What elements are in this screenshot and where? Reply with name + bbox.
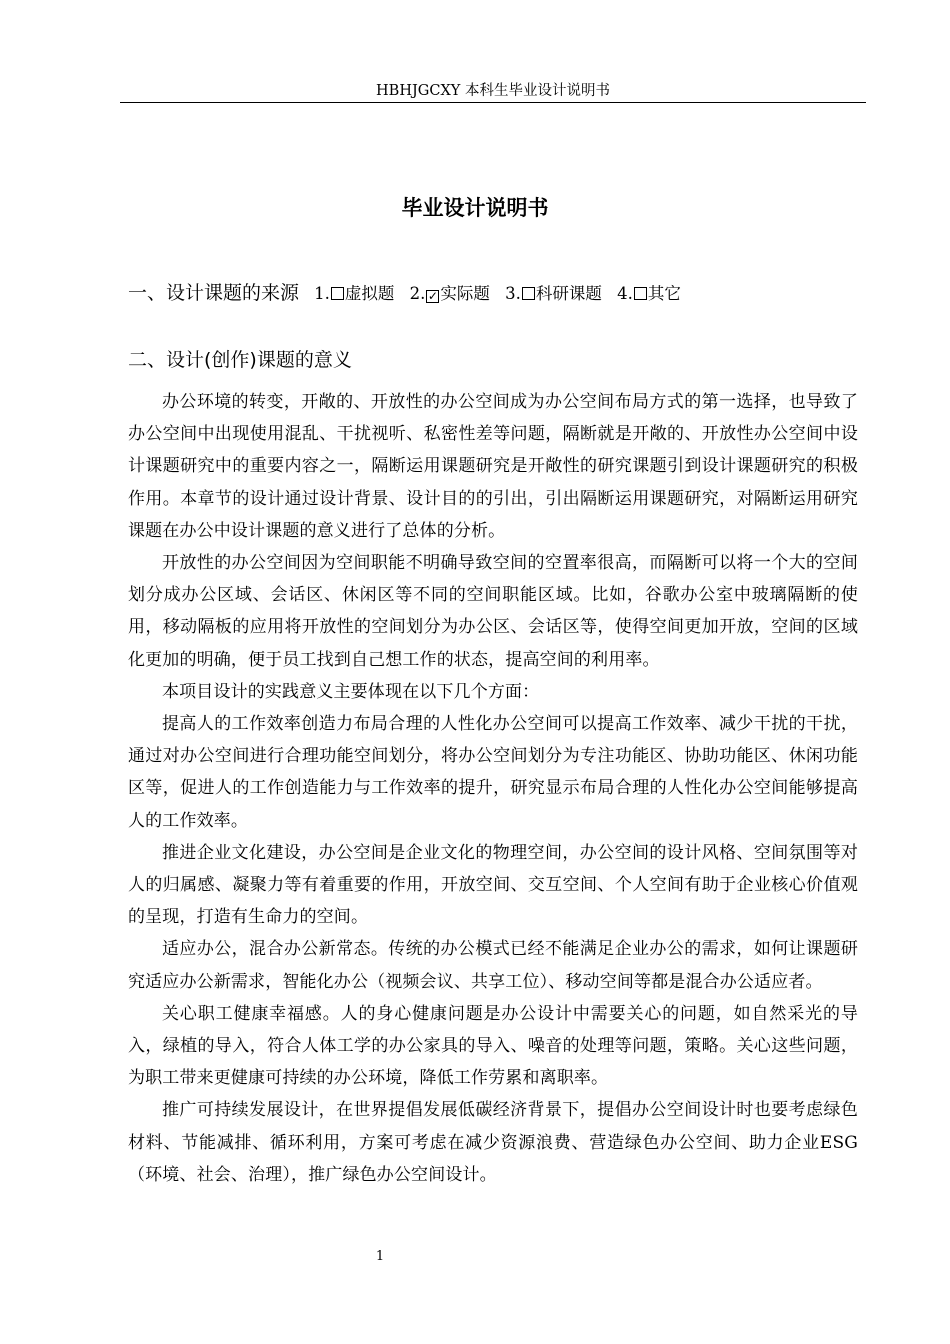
option-label: 虚拟题: [344, 284, 395, 303]
source-heading: 一、设计课题的来源: [128, 282, 300, 304]
document-title: 毕业设计说明书: [401, 196, 549, 220]
option-label: 科研课题: [535, 284, 602, 303]
paragraph: 提高人的工作效率创造力布局合理的人性化办公空间可以提高工作效率、减少干扰的干扰，通过对办公空间进行合理功能空间划分，将办公空间划分为专注功能区、协助功能区、休闲功能区等，促进人的工作创造能力与工作效率的提升，研究显示布局合理的人性化办公空间能够提高人的工作效率。: [128, 714, 858, 831]
option-number: 4.: [617, 284, 633, 303]
header-text: HBHJGCXY 本科生毕业设计说明书: [376, 83, 610, 99]
body-text: [128, 386, 858, 1191]
option-label: 实际题: [440, 284, 490, 303]
paragraph: 开放性的办公空间因为空间职能不明确导致空间的空置率很高，而隔断可以将一个大的空间划分成办公区域、会话区、休闲区等不同的空间职能区域。比如，谷歌办公室中玻璃隔断的使用，移动隔板的应用将开放性的空间划分为办公区、会话区等，使得空间更加开放，空间的区域化更加的明确，便于员工找到自己想工作的状态，提高空间的利用率。: [128, 553, 858, 670]
paragraph: 推广可持续发展设计，在世界提倡发展低碳经济背景下，提倡办公空间设计时也要考虑绿色材料、节能减排、循环利用，方案可考虑在减少资源浪费、营造绿色办公空间、助力企业ESG（环境、社会、治理），推广绿色办公空间设计。: [128, 1100, 858, 1185]
paragraph: 关心职工健康幸福感。人的身心健康问题是办公设计中需要关心的问题，如自然采光的导入，绿植的导入，符合人体工学的办公家具的导入、噪音的处理等问题，策略。关心这些问题，为职工带来更健康可持续的办公环境，降低工作劳累和离职率。: [128, 1003, 858, 1089]
option-number: 2.: [409, 284, 426, 303]
paragraph: 本项目设计的实践意义主要体现在以下几个方面：: [162, 681, 540, 702]
option-number: 3.: [505, 284, 521, 303]
header-rule: [120, 102, 866, 103]
checkbox-icon[interactable]: [331, 287, 344, 300]
option-number: 1.: [314, 284, 330, 303]
source-options: [314, 284, 691, 303]
section-heading-significance: 二、设计(创作)课题的意义: [128, 349, 352, 371]
paragraph: 适应办公，混合办公新常态。传统的办公模式已经不能满足企业办公的需求，如何让课题研究适应办公新需求，智能化办公（视频会议、共享工位）、移动空间等都是混合办公适应者。: [128, 939, 858, 992]
paragraph: 推进企业文化建设，办公空间是企业文化的物理空间，办公空间的设计风格、空间氛围等对人的归属感、凝聚力等有着重要的作用，开放空间、交互空间、个人空间有助于企业核心价值观的呈现，打造有生命力的空间。: [128, 842, 858, 928]
source-option-virtual: [314, 284, 394, 303]
source-option-research: [505, 284, 602, 303]
source-option-other: [617, 284, 681, 303]
option-label: 其它: [647, 284, 681, 303]
page-number: 1: [375, 1249, 385, 1264]
source-option-actual: [410, 284, 490, 303]
paragraph: 办公环境的转变，开敞的、开放性的办公空间成为办公空间布局方式的第一选择，也导致了办公空间中出现使用混乱、干扰视听、私密性差等问题，隔断就是开敞的、开放性办公空间中设计课题研究中的重要内容之一，隔断运用课题研究是开敞性的研究课题引到设计课题研究的积极作用。本章节的设计通过设计背景、设计目的的引出，引出隔断运用课题研究，对隔断运用研究课题在办公中设计课题的意义进行了总体的分析。: [128, 392, 858, 541]
checkbox-icon[interactable]: [522, 287, 535, 300]
page-header: [120, 80, 866, 102]
topic-source-line: [128, 278, 866, 309]
checked-checkbox-icon[interactable]: ✓: [427, 289, 438, 303]
checkbox-icon[interactable]: [634, 287, 647, 300]
